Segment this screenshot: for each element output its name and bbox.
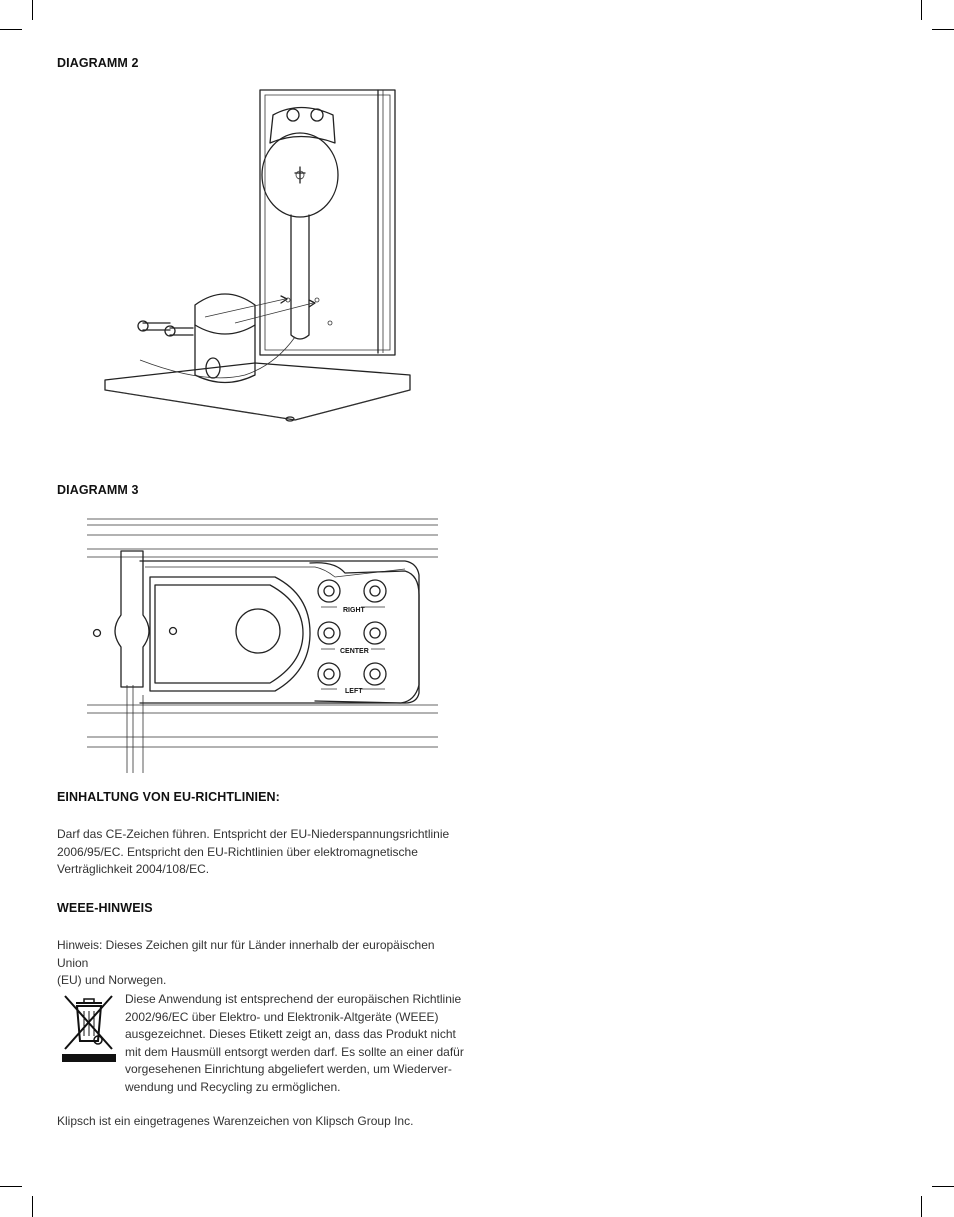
weee-note-line: Hinweis: Dieses Zeichen gilt nur für Länder innerhalb der europäischen Union [57, 938, 435, 970]
crop-mark-bottom-left-h [0, 1186, 22, 1187]
eu-compliance-paragraph [57, 826, 462, 879]
weee-heading: WEEE-HINWEIS [57, 901, 153, 915]
weee-body-line: Diese Anwendung ist entsprechend der europäischen Richtlinie [125, 992, 462, 1006]
crop-mark-bottom-right-v [921, 1196, 922, 1217]
crop-mark-bottom-right-h [932, 1186, 954, 1187]
label-right: RIGHT [343, 607, 365, 614]
crop-mark-top-left-v [32, 0, 33, 20]
crop-mark-top-right-v [921, 0, 922, 20]
weee-body-paragraph [125, 991, 465, 1096]
weee-note-paragraph [57, 937, 462, 990]
diagram2-title: DIAGRAMM 2 [57, 56, 139, 70]
diagram3-terminal-illustration [85, 515, 440, 775]
eu-compliance-heading: EINHALTUNG VON EU-RICHTLINIEN: [57, 790, 280, 804]
weee-body-line: ausgezeichnet. Dieses Etikett zeigt an, dass das Produkt nicht [125, 1027, 456, 1041]
eu-line: Verträglichkeit 2004/108/EC. [57, 862, 210, 876]
weee-crossed-bin-icon [62, 993, 116, 1063]
crop-mark-bottom-left-v [32, 1196, 33, 1217]
diagram3-title: DIAGRAMM 3 [57, 483, 139, 497]
crop-mark-top-left-h [0, 29, 22, 30]
label-center: CENTER [340, 648, 369, 655]
weee-note-line: (EU) und Norwegen. [57, 973, 167, 987]
weee-body-line: 2002/96/EC über Elektro- und Elektronik-Altgeräte (WEEE) [125, 1009, 439, 1024]
weee-body-line: vorgesehenen Einrichtung abgeliefert werden, um Wiederver- [125, 1062, 452, 1076]
weee-body-line: mit dem Hausmüll entsorgt werden darf. Es sollte an einer dafür [125, 1044, 464, 1059]
label-left: LEFT [345, 688, 363, 695]
trademark-notice: Klipsch ist ein eingetragenes Warenzeichen von Klipsch Group Inc. [57, 1114, 414, 1128]
eu-line: Darf das CE-Zeichen führen. Entspricht der EU-Niederspannungsrichtlinie [57, 827, 450, 841]
crop-mark-top-right-h [932, 29, 954, 30]
weee-body-line: wendung und Recycling zu ermöglichen. [125, 1079, 341, 1094]
eu-line: 2006/95/EC. Entspricht den EU-Richtlinien über elektromagnetische [57, 844, 418, 859]
diagram2-stand-illustration [95, 85, 425, 435]
